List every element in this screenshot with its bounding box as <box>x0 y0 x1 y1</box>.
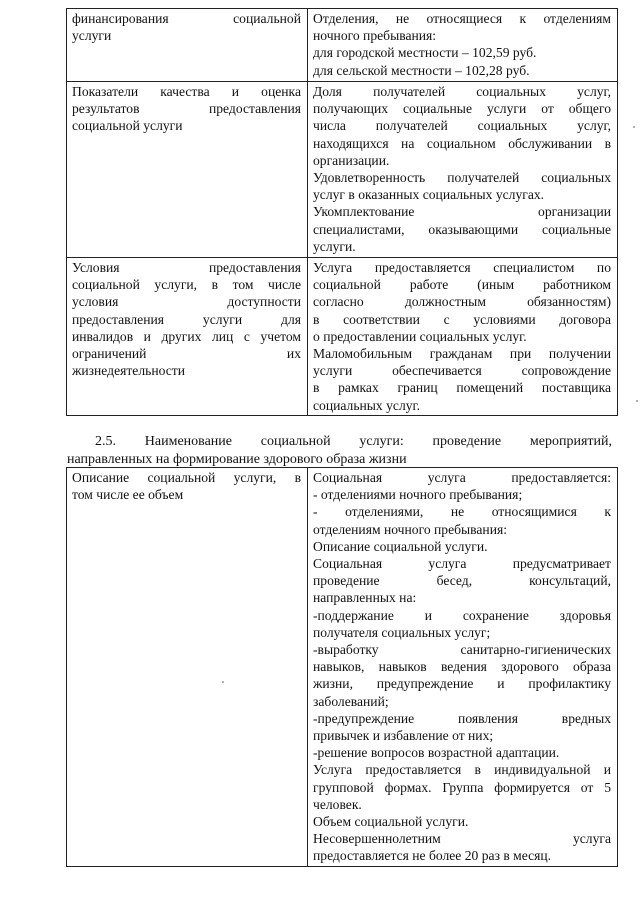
cell-line: отделениям ночного пребывания: <box>313 521 508 537</box>
cell-line: организации. <box>313 152 390 168</box>
cell-line: социальной услуги, в том числе <box>72 277 301 293</box>
cell-line: -выработку санитарно-гигиенических <box>313 642 611 658</box>
cell-line: Описание социальной услуги, в <box>72 470 301 485</box>
cell-line: социальной услуги <box>72 118 183 134</box>
section-heading-line: направленных на формирование здорового образа жизни <box>67 451 407 467</box>
section-heading-line: 2.5. Наименование социальной услуги: проведение мероприятий, <box>95 434 612 449</box>
cell-line: предоставления услуги для <box>72 311 301 327</box>
cell-line: в рамках границ помещений поставщика <box>313 380 611 396</box>
cell-line: социальных услуг. <box>313 397 420 413</box>
cell-line: - отделениями, не относящимися к <box>313 504 611 520</box>
cell-line: инвалидов и других лиц с учетом <box>72 328 301 344</box>
cell-line: Несовершеннолетним услуга <box>313 831 611 847</box>
cell-line: Условия предоставления <box>72 260 301 275</box>
cell-line: услуги обеспечивается сопровождение <box>313 363 611 379</box>
cell-line: Объем социальной услуги. <box>313 814 469 830</box>
cell-line: Удовлетворенность получателей социальных <box>313 170 611 186</box>
row-value-cell <box>308 82 618 258</box>
cell-line: направленных на: <box>313 590 417 606</box>
table-row <box>67 9 618 82</box>
cell-line: услуги. <box>313 238 356 254</box>
row-value-cell <box>308 468 618 867</box>
cell-line: в соответствии с условиями договора <box>313 311 611 327</box>
cell-line: ночного пребывания: <box>313 28 437 44</box>
service-description-table <box>66 467 618 867</box>
cell-line: привычек и избавление от них; <box>313 728 494 744</box>
section-heading-2-5 <box>67 433 612 468</box>
cell-line: Показатели качества и оценка <box>72 84 301 99</box>
cell-line: Описание социальной услуги. <box>313 538 488 554</box>
service-standard-table-continued <box>66 8 618 416</box>
cell-line: согласно должностным обязанностям) <box>313 294 611 310</box>
cell-line: числа получателей социальных услуг, <box>313 118 611 134</box>
cell-line: человек. <box>313 796 362 812</box>
cell-line: условия доступности <box>72 294 301 310</box>
row-label-cell <box>67 82 308 258</box>
cell-line: ограничений их <box>72 346 301 362</box>
cell-line: о предоставлении социальных услуг. <box>313 328 527 344</box>
cell-line: -поддержание и сохранение здоровья <box>313 607 611 623</box>
cell-line: получателя социальных услуг; <box>313 624 491 640</box>
cell-line: результатов предоставления <box>72 101 301 117</box>
row-value-cell <box>308 9 618 82</box>
table-row <box>67 82 618 258</box>
cell-line: навыков, навыков ведения здорового образа <box>313 659 611 675</box>
cell-line: -предупреждение появления вредных <box>313 710 611 726</box>
row-label-cell <box>67 9 308 82</box>
row-value-cell <box>308 258 618 416</box>
cell-line: для городской местности – 102,59 руб. <box>313 45 537 61</box>
cell-line: Услуга предоставляется в индивидуальной и <box>313 762 611 778</box>
cell-line: том числе ее объем <box>72 487 184 503</box>
cell-line: социальной работе (иным работником <box>313 277 611 293</box>
cell-line: групповой формах. Группа формируется от 5 <box>313 779 611 795</box>
table-row <box>67 258 618 416</box>
row-label-cell <box>67 468 308 867</box>
cell-line: Маломобильным гражданам при получении <box>313 346 611 362</box>
cell-line: Укомплектование организации <box>313 204 611 220</box>
cell-line: - отделениями ночного пребывания; <box>313 487 523 503</box>
cell-line: Доля получателей социальных услуг, <box>313 84 611 99</box>
cell-line: жизни, предупреждение и профилактику <box>313 676 611 692</box>
cell-line: для сельской местности – 102,28 руб. <box>313 62 530 78</box>
cell-line: специалистами, оказывающими социальные <box>313 221 611 237</box>
cell-line: Социальная услуга предоставляется: <box>313 470 611 485</box>
cell-line: Услуга предоставляется специалистом по <box>313 260 611 275</box>
cell-line: заболеваний; <box>313 693 389 709</box>
cell-line: проведение бесед, консультаций, <box>313 573 611 589</box>
cell-line: -решение вопросов возрастной адаптации. <box>313 745 560 761</box>
cell-line: получающих социальные услуги от общего <box>313 101 611 117</box>
row-label-cell <box>67 258 308 416</box>
cell-line: услуг в оказанных социальных услугах. <box>313 187 545 203</box>
scan-speck <box>633 126 635 128</box>
table-row <box>67 468 618 867</box>
cell-line: финансирования социальной <box>72 11 301 26</box>
cell-line: Отделения, не относящиеся к отделениям <box>313 11 611 26</box>
cell-line: жизнедеятельности <box>72 363 185 379</box>
cell-line: находящихся на социальном обслуживании в <box>313 135 611 151</box>
scan-speck <box>222 681 224 683</box>
cell-line: Социальная услуга предусматривает <box>313 556 611 572</box>
cell-line: услуги <box>72 28 112 44</box>
scan-speck <box>636 400 638 402</box>
cell-line: предоставляется не более 20 раз в месяц. <box>313 848 552 864</box>
